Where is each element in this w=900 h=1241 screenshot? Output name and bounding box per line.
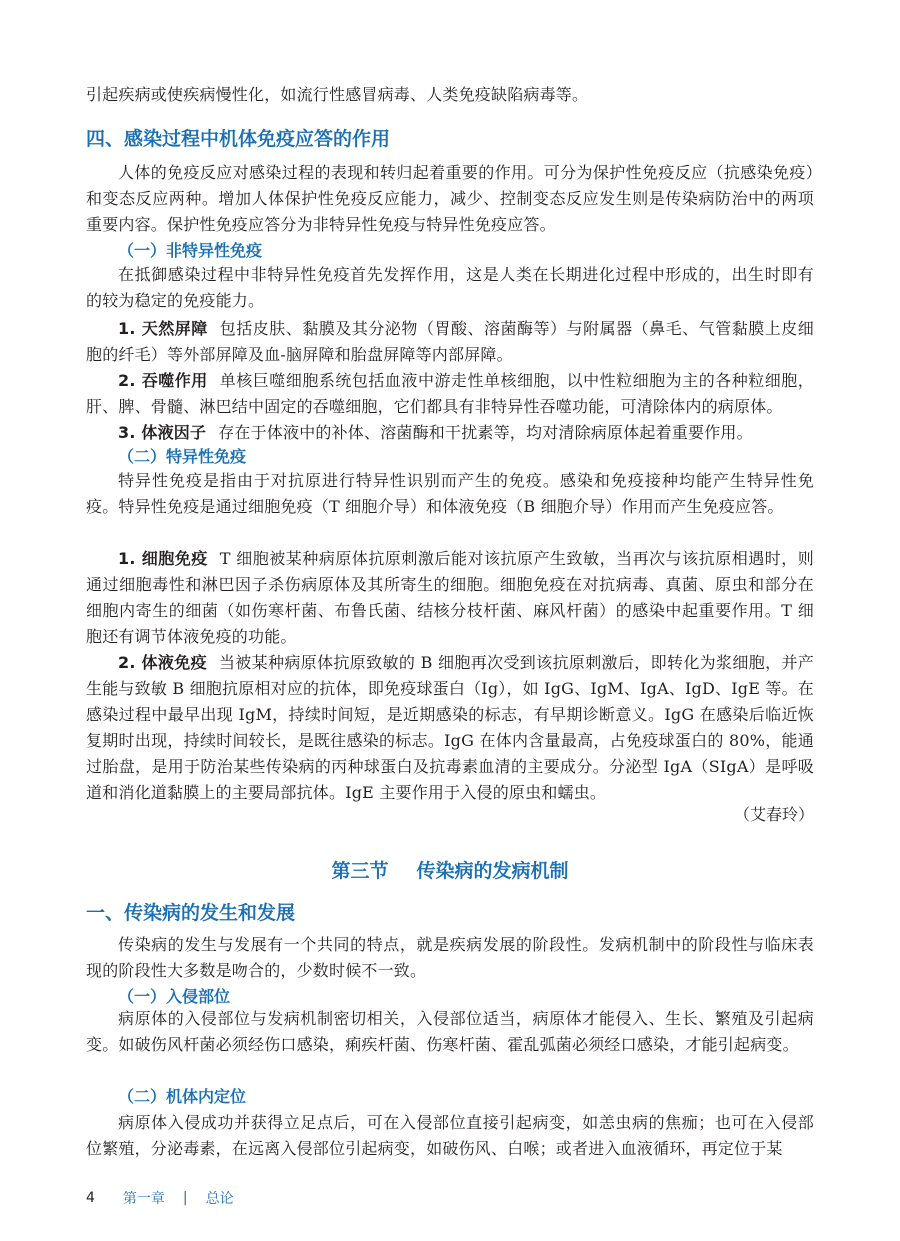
nonspecific-paragraph: 在抵御感染过程中非特异性免疫首先发挥作用，这是人类在长期进化过程中形成的，出生时即有的较为稳定的免疫能力。	[86, 265, 814, 310]
humoral-factor-text: 存在于体液中的补体、溶菌酶和干扰素等，均对清除病原体起着重要作用。	[218, 423, 753, 442]
page-number: 4	[86, 1190, 95, 1206]
cellular-immunity-item	[86, 546, 814, 650]
chapter-label: 第一章	[122, 1191, 165, 1207]
section-number: 第三节	[331, 860, 389, 882]
chapter-title: 总论	[205, 1191, 234, 1207]
section-name: 传染病的发病机制	[416, 860, 569, 882]
phagocytosis-item	[86, 368, 814, 420]
heading-entry-site: （一）入侵部位	[118, 987, 231, 1006]
specific-paragraph: 特异性免疫是指由于对抗原进行特异性识别而产生的免疫。感染和免疫接种均能产生特异性免疫。特异性免疫是通过细胞免疫（T 细胞介导）和体液免疫（B 细胞介导）作用而产生免疫应答。	[86, 471, 814, 516]
intro-paragraph: 引起疾病或使疾病慢性化，如流行性感冒病毒、人类免疫缺陷病毒等。	[86, 85, 589, 104]
natural-barrier-term: 1. 天然屏障	[118, 319, 208, 338]
section-title	[0, 856, 900, 883]
cellular-immunity-text: T 细胞被某种病原体抗原刺激后能对该抗原产生致敏，当再次与该抗原相遇时，则通过细胞毒性和淋巴因子杀伤病原体及其所寄生的细胞。细胞免疫在对抗病毒、真菌、原虫和部分在细胞内寄生的细菌（如伤寒杆菌、布鲁氏菌、结核分枝杆菌、麻风杆菌）的感染中起重要作用。T 细胞还有调节体液免疫的功能。	[86, 549, 814, 646]
heading-specific-immunity: （二）特异性免疫	[118, 447, 247, 466]
heading-immune-response: 四、感染过程中机体免疫应答的作用	[86, 128, 391, 150]
humoral-factor-term: 3. 体液因子	[118, 423, 207, 442]
humoral-factor-item	[86, 420, 814, 446]
occurrence-paragraph: 传染病的发生与发展有一个共同的特点，就是疾病发展的阶段性。发病机制中的阶段性与临床表现的阶段性大多数是吻合的，少数时候不一致。	[86, 935, 814, 980]
humoral-immunity-text: 当被某种病原体抗原致敏的 B 细胞再次受到该抗原刺激后，即转化为浆细胞，并产生能与致敏 B 细胞抗原相对应的抗体，即免疫球蛋白（Ig），如 IgG、IgM、IgA、IgD、IgE 等。在感染过程中最早出现 IgM，持续时间短，是近期感染的标志，有早期诊断意义。IgG 在感染后临近恢复期时出现，持续时间较长，是既往感染的标志。IgG 在体内含量最高，占免疫球蛋白的 80%，能通过胎盘，是用于防治某些传染病的丙种球蛋白及抗毒素血清的主要成分。分泌型 IgA（SIgA）是呼吸道和消化道黏膜上的主要局部抗体。IgE 主要作用于入侵的原虫和蠕虫。	[86, 653, 814, 802]
phagocytosis-term: 2. 吞噬作用	[118, 371, 208, 390]
humoral-immunity-item	[86, 650, 814, 806]
heading-localization: （二）机体内定位	[118, 1087, 247, 1106]
localization-paragraph: 病原体入侵成功并获得立足点后，可在入侵部位直接引起病变，如恙虫病的焦痂；也可在入侵部位繁殖，分泌毒素，在远离入侵部位引起病变，如破伤风、白喉；或者进入血液循环，再定位于某	[86, 1113, 814, 1158]
page-footer	[86, 1188, 234, 1208]
footer-separator: |	[182, 1190, 188, 1206]
entry-site-paragraph: 病原体的入侵部位与发病机制密切相关，入侵部位适当，病原体才能侵入、生长、繁殖及引起病变。如破伤风杆菌必须经伤口感染，痢疾杆菌、伤寒杆菌、霍乱弧菌必须经口感染，才能引起病变。	[86, 1009, 814, 1054]
heading-occurrence: 一、传染病的发生和发展	[86, 902, 296, 924]
humoral-immunity-term: 2. 体液免疫	[118, 653, 207, 672]
natural-barrier-text: 包括皮肤、黏膜及其分泌物（胃酸、溶菌酶等）与附属器（鼻毛、气管黏膜上皮细胞的纤毛）等外部屏障及血-脑屏障和胎盘屏障等内部屏障。	[86, 319, 814, 364]
immune-response-paragraph: 人体的免疫反应对感染过程的表现和转归起着重要的作用。可分为保护性免疫反应（抗感染免疫）和变态反应两种。增加人体保护性免疫反应能力，减少、控制变态反应发生则是传染病防治中的两项重要内容。保护性免疫应答分为非特异性免疫与特异性免疫应答。	[86, 163, 814, 234]
phagocytosis-text: 单核巨噬细胞系统包括血液中游走性单核细胞，以中性粒细胞为主的各种粒细胞，肝、脾、骨髓、淋巴结中固定的吞噬细胞，它们都具有非特异性吞噬功能，可清除体内的病原体。	[86, 371, 814, 416]
heading-nonspecific-immunity: （一）非特异性免疫	[118, 241, 263, 260]
cellular-immunity-term: 1. 细胞免疫	[118, 549, 208, 568]
natural-barrier-item	[86, 316, 814, 368]
author-credit: （艾春玲）	[733, 805, 814, 824]
